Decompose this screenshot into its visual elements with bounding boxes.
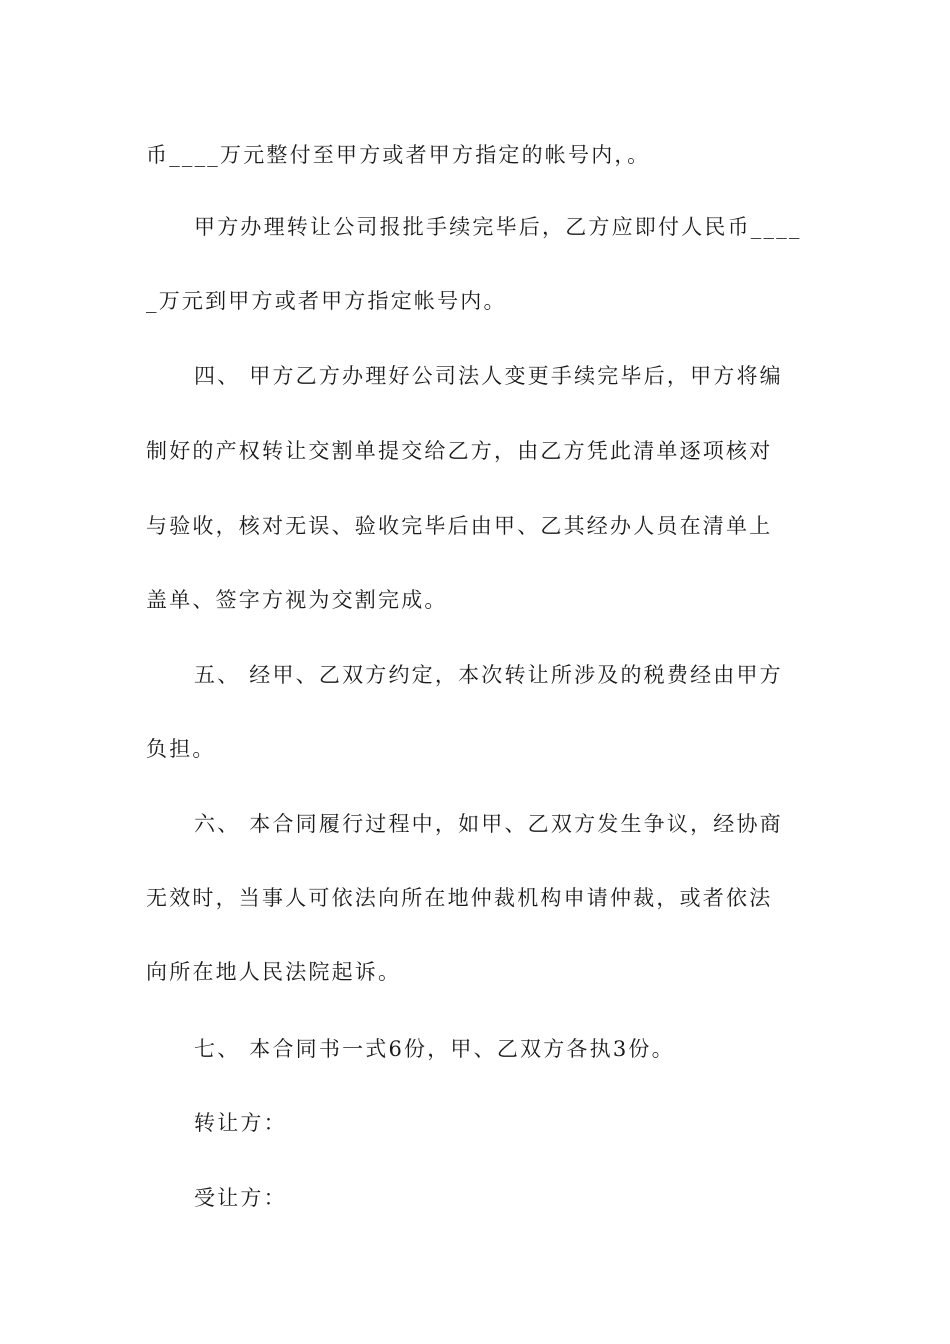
clause-six-line-2: 无效时，当事人可依法向所在地仲裁机构申请仲裁，或者依法	[146, 886, 773, 910]
clause-four-line-4: 盖单、签字方视为交割完成。	[146, 588, 448, 612]
text-line-approval-payment: 甲方办理转让公司报批手续完毕后，乙方应即付人民币____	[194, 215, 802, 239]
clause-five-line-1: 五、 经甲、乙双方约定，本次转让所涉及的税费经由甲方	[194, 663, 783, 687]
clause-five-line-2: 负担。	[146, 737, 216, 761]
clause-seven-line-1: 七、 本合同书一式6份，甲、乙双方各执3份。	[194, 1037, 675, 1061]
transferee-label: 受让方：	[194, 1186, 287, 1210]
clause-four-line-2: 制好的产权转让交割单提交给乙方，由乙方凭此清单逐项核对	[146, 439, 773, 463]
transferor-label: 转让方：	[194, 1111, 287, 1135]
clause-four-line-1: 四、 甲方乙方办理好公司法人变更手续完毕后，甲方将编	[194, 364, 783, 388]
text-line-payment-account: 币____万元整付至甲方或者甲方指定的帐号内，。	[146, 143, 651, 167]
clause-four-line-3: 与验收，核对无误、验收完毕后由甲、乙其经办人员在清单上	[146, 514, 773, 538]
clause-six-line-3: 向所在地人民法院起诉。	[146, 960, 402, 984]
clause-six-line-1: 六、 本合同履行过程中，如甲、乙双方发生争议，经协商	[194, 812, 783, 836]
text-line-approval-payment-cont: _万元到甲方或者甲方指定帐号内。	[146, 289, 507, 313]
